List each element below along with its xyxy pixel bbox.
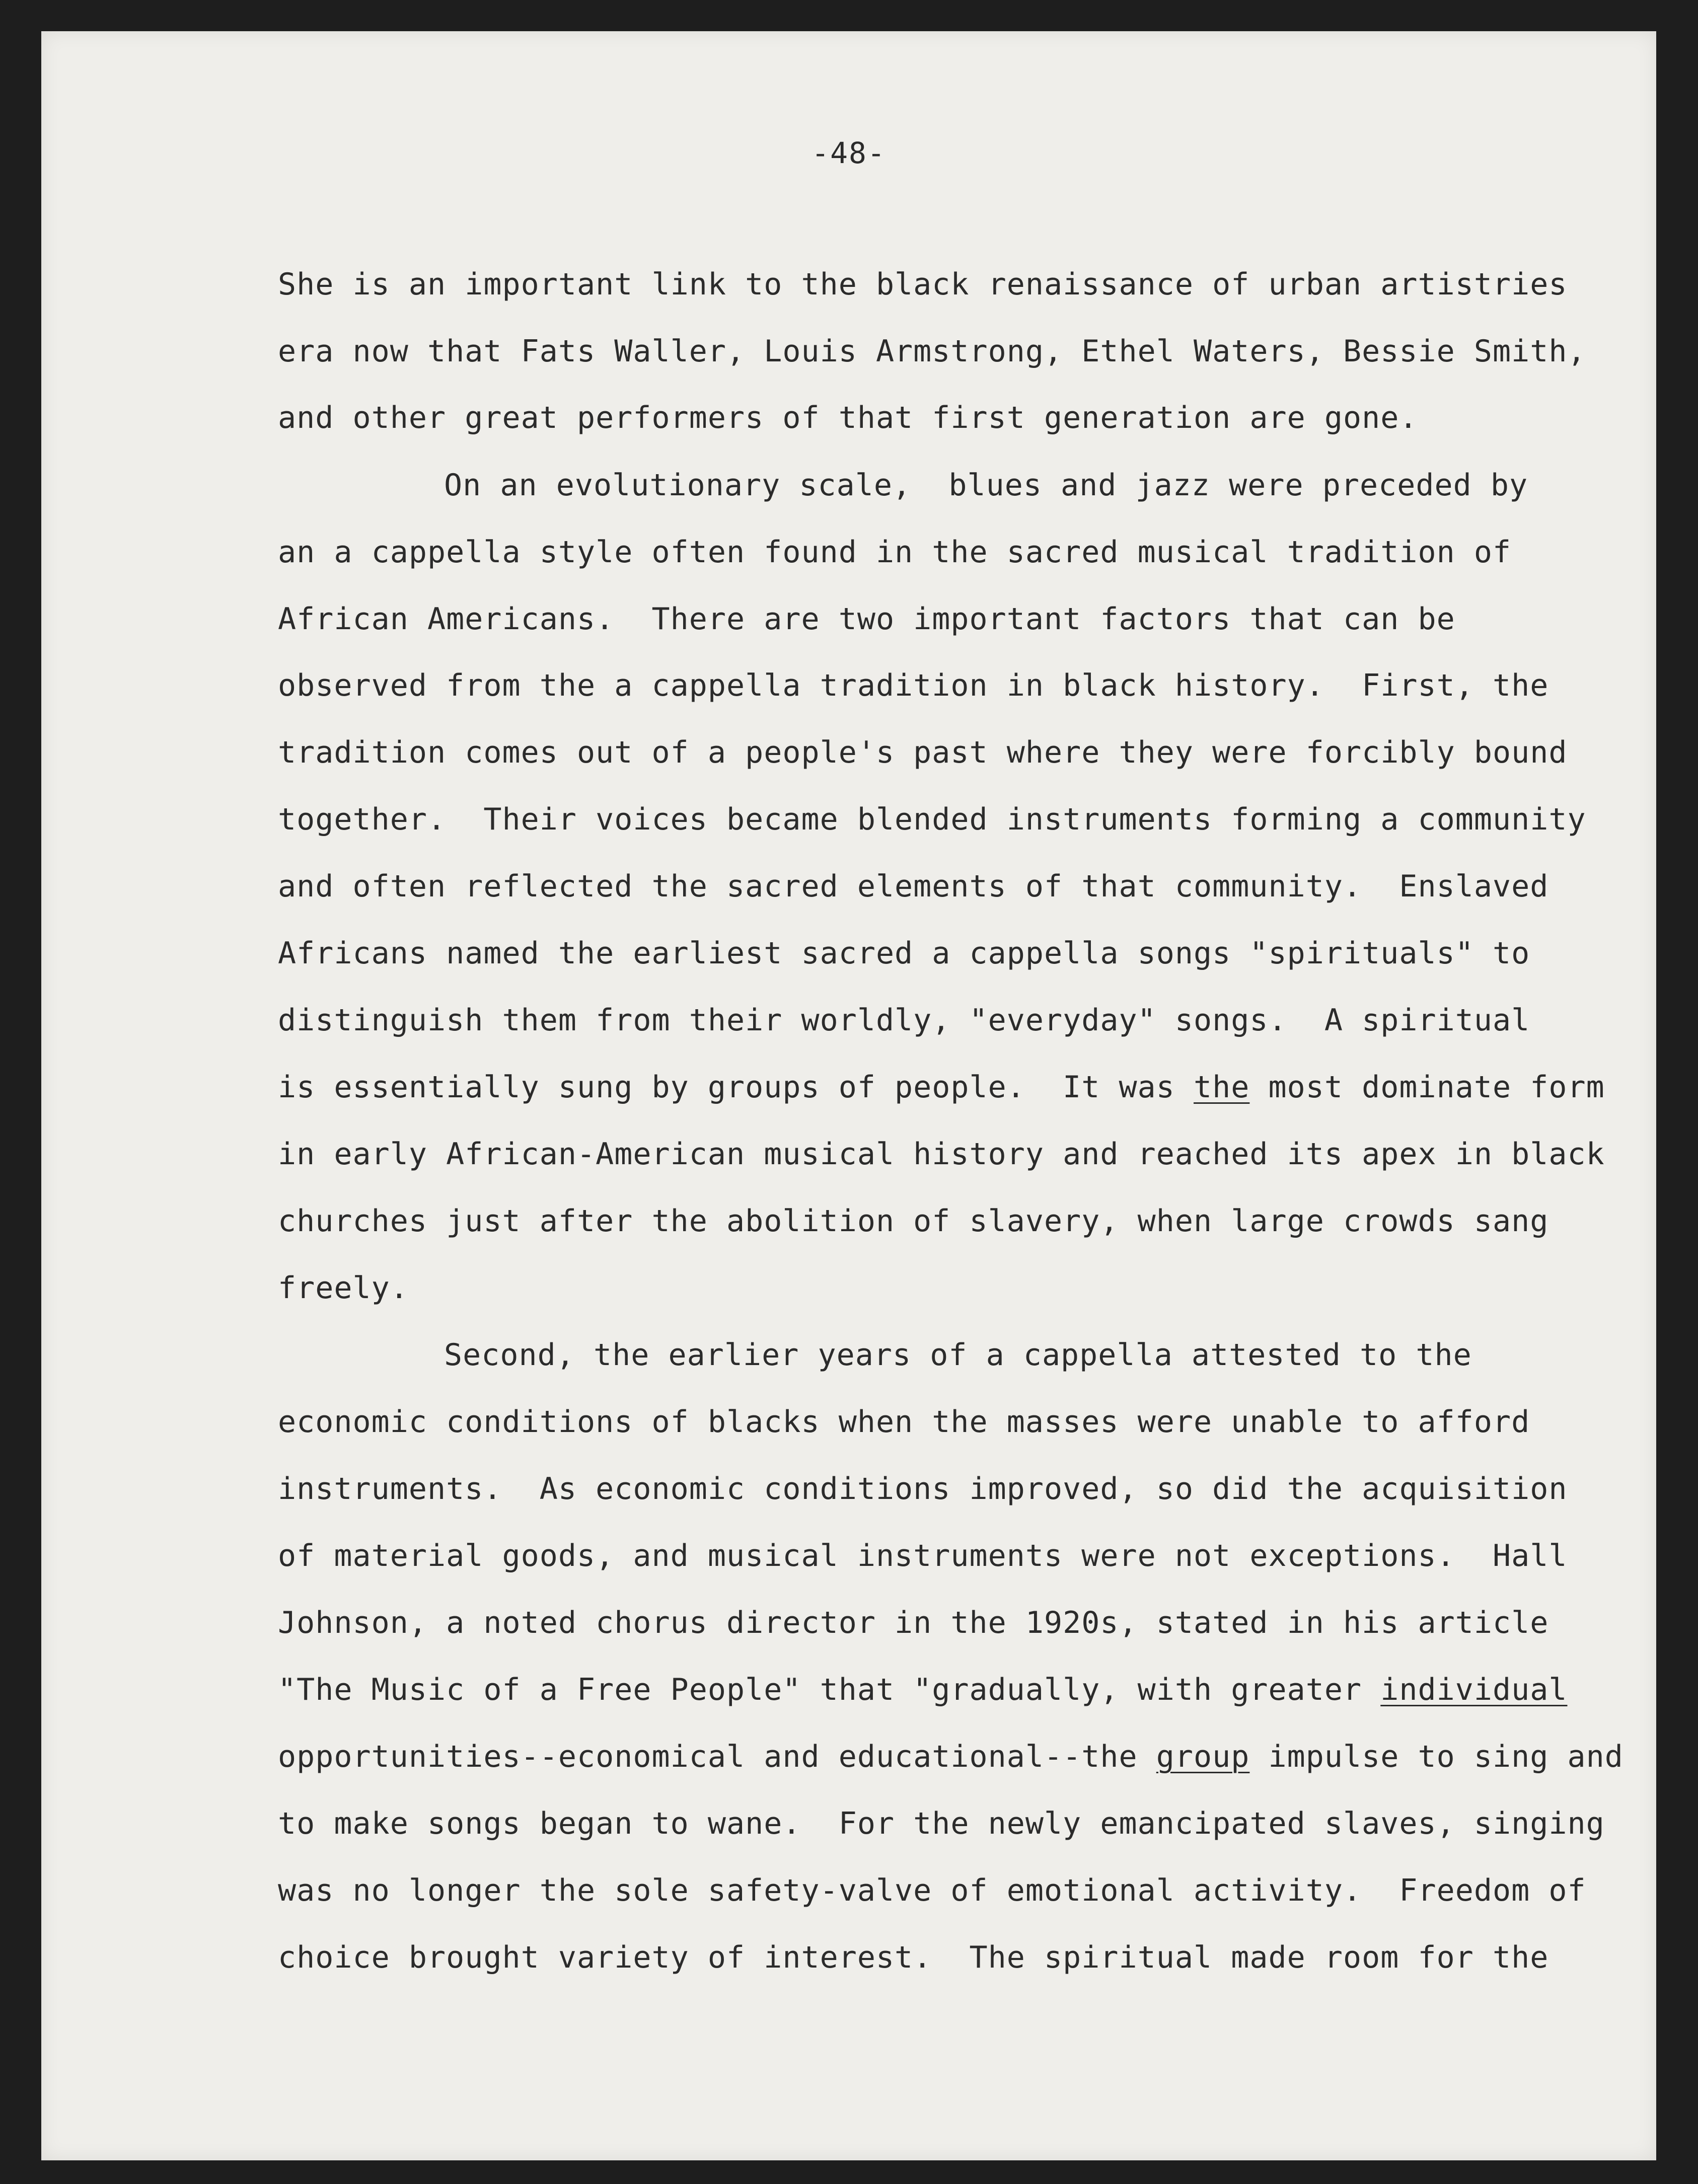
text-line: and often reflected the sacred elements of that community. Enslaved (278, 869, 1549, 904)
text-line: Johnson, a noted chorus director in the 1920s, stated in his article (278, 1605, 1549, 1640)
text-line: freely. (278, 1270, 409, 1306)
text-line: observed from the a cappella tradition in black history. First, the (278, 668, 1549, 703)
text-line: choice brought variety of interest. The spiritual made room for the (278, 1940, 1549, 1975)
text-line (278, 1670, 1568, 1710)
text-line: instruments. As economic conditions improved, so did the acquisition (278, 1471, 1568, 1507)
text-segment: opportunities--economical and educational--the (278, 1739, 1156, 1774)
text-line: churches just after the abolition of slavery, when large crowds sang (278, 1203, 1549, 1239)
text-line: era now that Fats Waller, Louis Armstrong, Ethel Waters, Bessie Smith, (278, 334, 1586, 369)
text-segment: is essentially sung by groups of people. It was (278, 1070, 1194, 1105)
text-line: African Americans. There are two important factors that can be (278, 601, 1455, 637)
text-line: was no longer the sole safety-valve of emotional activity. Freedom of (278, 1873, 1586, 1908)
underlined-word: group (1156, 1739, 1250, 1774)
text-line: On an evolutionary scale, blues and jazz were preceded by (444, 468, 1528, 503)
text-line: tradition comes out of a people's past where they were forcibly bound (278, 735, 1568, 770)
underlined-word: the (1194, 1070, 1250, 1105)
text-segment: most dominate form (1249, 1070, 1605, 1105)
text-segment: impulse to sing and (1249, 1739, 1623, 1774)
text-line: in early African-American musical history and reached its apex in black (278, 1137, 1605, 1172)
text-line: distinguish them from their worldly, "everyday" songs. A spiritual (278, 1003, 1530, 1038)
text-line (278, 1737, 1623, 1777)
text-line: Second, the earlier years of a cappella attested to the (444, 1337, 1472, 1373)
underlined-word: individual (1380, 1672, 1568, 1707)
text-segment: "The Music of a Free People" that "gradually, with greater (278, 1672, 1381, 1707)
text-line: of material goods, and musical instruments were not exceptions. Hall (278, 1538, 1568, 1573)
text-line: and other great performers of that first generation are gone. (278, 400, 1418, 435)
page-number: -48- (811, 136, 886, 170)
text-line: economic conditions of blacks when the masses were unable to afford (278, 1404, 1530, 1440)
text-line: an a cappella style often found in the sacred musical tradition of (278, 535, 1512, 570)
text-line: She is an important link to the black renaissance of urban artistries (278, 267, 1568, 302)
text-line: Africans named the earliest sacred a cappella songs "spirituals" to (278, 936, 1530, 971)
document-page (41, 31, 1656, 2160)
text-line: together. Their voices became blended instruments forming a community (278, 802, 1586, 837)
text-line (278, 1067, 1605, 1107)
text-line: to make songs began to wane. For the newly emancipated slaves, singing (278, 1806, 1605, 1841)
